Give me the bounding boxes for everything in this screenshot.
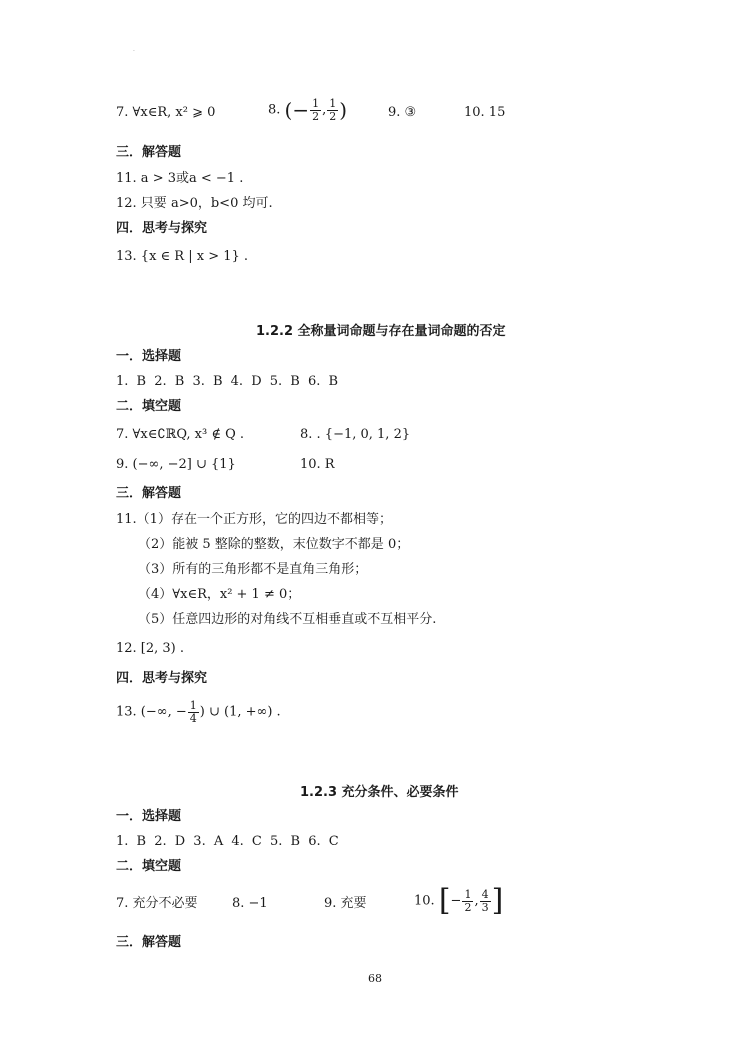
s2-q11-part-2: （2）能被 5 整除的整数，末位数字不都是 0； xyxy=(138,537,410,552)
s1-q11: 11. a > 3或a < −1 . xyxy=(116,171,244,186)
s1-row7 xyxy=(116,97,506,123)
s2-q10: 10. R xyxy=(300,457,335,472)
s3-section-3-heading: 三．解答题 xyxy=(116,935,182,950)
s2-q13: 13. (−∞, − $\frac{1}{4}$ ) ∪ (1, +∞) . xyxy=(116,699,281,725)
s1-section-3-heading: 三．解答题 xyxy=(116,145,182,160)
s1-q12: 12. 只要 a>0，b<0 均可. xyxy=(116,196,273,211)
s2-section-1-heading: 一．选择题 xyxy=(116,349,182,364)
s1-q8-frac-1: $\frac{1}{2}$ xyxy=(312,97,320,123)
s3-q8: 8. −1 xyxy=(232,896,268,911)
s1-q9: 9. ③ xyxy=(388,105,417,120)
s2-section-2-heading: 二．填空题 xyxy=(116,399,182,414)
s1-section-4-heading: 四．思考与探究 xyxy=(116,221,208,236)
s3-q9: 9. 充要 xyxy=(324,896,367,911)
s3-section-2-heading: 二．填空题 xyxy=(116,859,182,874)
s3-title: 1.2.3 充分条件、必要条件 xyxy=(300,785,459,800)
s2-choice-answers: 1. B 2. B 3. B 4. D 5. B 6. B xyxy=(116,374,339,389)
s3-q10-frac-1: $\frac{1}{2}$ xyxy=(464,887,472,914)
s2-q12: 12. [2, 3) . xyxy=(116,641,185,656)
s2-section-3-heading: 三．解答题 xyxy=(116,486,182,501)
s3-choice-answers: 1. B 2. D 3. A 4. C 5. B 6. C xyxy=(116,834,339,849)
page-number: 68 xyxy=(368,972,382,985)
s1-q8-frac-2: $\frac{1}{2}$ xyxy=(329,97,337,123)
s3-q10: 10. [− $\frac{1}{2}$ , $\frac{4}{3}$ ] xyxy=(414,883,504,918)
s1-q7: 7. ∀x∈R, x² ⩾ 0 xyxy=(116,105,216,120)
s2-q11-part-1: 11.（1）存在一个正方形，它的四边不都相等； xyxy=(116,512,392,527)
s1-q13: 13. {x ∈ R | x > 1} . xyxy=(116,249,249,264)
s2-q9: 9. (−∞, −2] ∪ {1} xyxy=(116,457,236,472)
s2-section-4-heading: 四．思考与探究 xyxy=(116,671,208,686)
s2-q7: 7. ∀x∈∁ℝQ, x³ ∉ Q . xyxy=(116,427,245,442)
s2-q11-part-5: （5）任意四边形的对角线不互相垂直或不互相平分. xyxy=(138,612,437,627)
s3-q10-frac-2: $\frac{4}{3}$ xyxy=(481,887,489,914)
s2-q8: 8. . {−1, 0, 1, 2} xyxy=(300,427,411,442)
s3-q7: 7. 充分不必要 xyxy=(116,896,198,911)
s2-title: 1.2.2 全称量词命题与存在量词命题的否定 xyxy=(256,324,506,339)
s2-q11-part-4: （4）∀x∈R，x² + 1 ≠ 0； xyxy=(138,587,301,602)
s3-section-1-heading: 一．选择题 xyxy=(116,809,182,824)
s2-q13-frac: $\frac{1}{4}$ xyxy=(189,699,197,725)
s2-q11-part-3: （3）所有的三角形都不是直角三角形； xyxy=(138,562,368,577)
scan-speck: · xyxy=(133,48,135,55)
s1-q8: 8. (− $\frac{1}{2}$ , $\frac{1}{2}$ ) xyxy=(268,97,348,123)
s1-q10: 10. 15 xyxy=(464,105,506,120)
